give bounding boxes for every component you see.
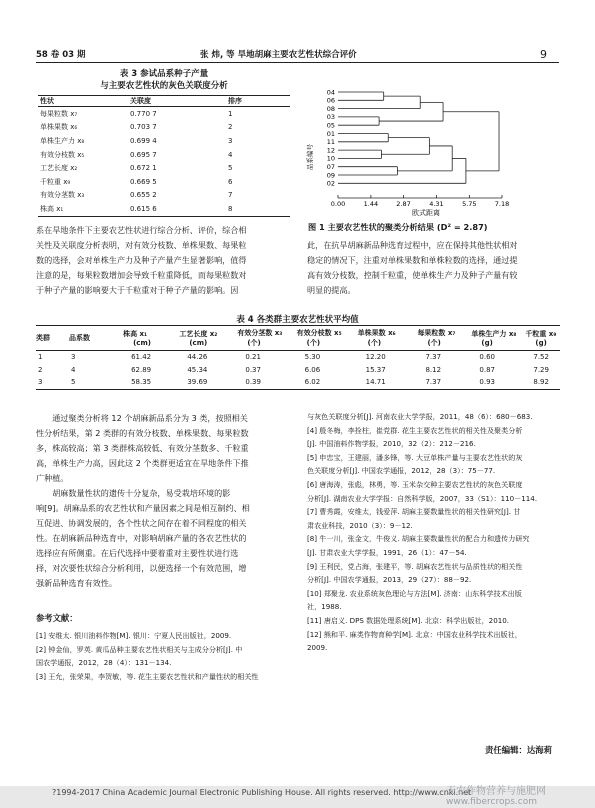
text-line: 选择应有所侧重。在后代选择中要着重对主要性状进行选 — [36, 548, 239, 558]
table4-header-unit: (个) — [306, 339, 321, 347]
paragraph-left-1 — [36, 223, 294, 298]
table3-cell-rank: 7 — [228, 191, 233, 200]
table3-cell-rank: 1 — [228, 109, 233, 118]
table3-title-line2: 与主要农艺性状的灰色关联度分析 — [100, 81, 228, 91]
table4-header-unit: (cm) — [189, 339, 208, 347]
table3 — [38, 95, 290, 217]
table4 — [36, 325, 560, 390]
text-line: 分析[J]. 湖南农业大学学报：自然科学版，2007，33（S1）：110－114. — [307, 493, 538, 503]
table4-header-label: 有效分茎数 x₃ — [237, 329, 283, 337]
text-line: 高有效分枝数，控制千粒重，使单株生产力及种子产量有较 — [307, 270, 518, 280]
table3-row — [38, 134, 290, 148]
table3-cell-trait: 工艺长度 x₂ — [40, 164, 78, 173]
table3-header-grade: 关联度 — [130, 97, 151, 105]
running-title: 张 炜, 等 旱地胡麻主要农艺性状综合评价 — [200, 50, 357, 60]
table4-header-label: 品系数 — [68, 334, 90, 342]
watermark — [446, 786, 546, 808]
table4-header — [237, 326, 296, 351]
table4-cell: 3 — [38, 378, 43, 387]
dendrogram-leaf-label: 07 — [326, 163, 335, 171]
text-line: [4] 殷冬梅，李拴柱，崔党群. 花生主要农艺性状的相关性及聚类分析 — [307, 425, 523, 435]
table3-header-trait: 性状 — [40, 97, 54, 105]
table4-cell: 15.37 — [365, 365, 386, 374]
text-line: [2] 钟金仙，罗英. 黄瓜品种主要农艺性状相关与主成分分析[J]. 中 — [36, 644, 243, 654]
paragraph-left-2a — [36, 411, 294, 486]
dendrogram-leaf-label: 02 — [326, 179, 335, 188]
table4-cell: 61.42 — [131, 353, 152, 362]
table3-cell-rank: 6 — [228, 177, 233, 186]
dendrogram-x-tick-label: 2.87 — [396, 200, 411, 208]
text-line: 注意的是，每果粒数增加会导致千粒重降低，而每果粒数对 — [36, 270, 247, 280]
table4-header — [123, 326, 179, 351]
table4-cell: 1 — [38, 353, 43, 362]
table4-cell: 4 — [70, 365, 76, 374]
dendrogram-leaf-label: 12 — [326, 146, 335, 155]
table3-cell-grade: 0.699 4 — [130, 136, 157, 145]
text-line: 性分析结果，第 2 类群的有效分枝数、单株果数、每果粒数 — [36, 428, 249, 438]
dendrogram-x-tick-label: 5.75 — [462, 200, 477, 208]
text-line: [10] 郑聚龙. 农业系统灰色理论与方法[M]. 济南：山东科学技术出版 — [307, 588, 522, 598]
table4-header — [179, 326, 237, 351]
references-heading: 参考文献： — [36, 613, 78, 623]
dendrogram-leaf-label: 03 — [326, 113, 335, 122]
table3-title — [36, 68, 292, 92]
table4-cell: 0.37 — [245, 365, 261, 374]
table4-cell: 0.39 — [245, 378, 261, 387]
table4-cell: 0.93 — [479, 378, 495, 387]
table3-cell-trait: 千粒重 x₉ — [40, 177, 71, 186]
dendrogram-leaf-label: 10 — [326, 154, 335, 163]
text-line: 2009. — [307, 643, 328, 653]
dendrogram-ylabel: 品系编号 — [306, 144, 314, 170]
table3-row — [38, 121, 290, 135]
dendrogram-figure — [302, 82, 562, 220]
table3-cell-rank: 3 — [228, 136, 233, 145]
header-rule — [36, 62, 559, 63]
table4-header-unit: (g) — [535, 339, 547, 347]
table4-cell: 44.26 — [187, 353, 208, 362]
text-line: [11] 唐启义. DPS 数据处理系统[M]. 北京：科学出版社，2010. — [307, 615, 509, 625]
text-line: [12] 熊和平. 麻类作物育种学[M]. 北京：中国农业科学技术出版社， — [307, 629, 522, 639]
table3-row — [38, 107, 290, 121]
table3-row — [38, 148, 290, 162]
table3-title-line1: 表 3 参试品系种子产量 — [119, 69, 209, 79]
table3-cell-trait: 单株生产力 x₈ — [40, 136, 85, 145]
text-line: 多，株高较高；第 3 类群株高较低、有效分茎数多、千粒重 — [36, 443, 249, 453]
text-line: 明显的提高。 — [307, 285, 356, 295]
table4-header — [525, 326, 560, 351]
table4-cell: 7.37 — [425, 378, 442, 387]
dendrogram-leaf-label: 01 — [326, 129, 335, 138]
text-line: [8] 牛一川，张金文，牛俊义. 胡麻主要数量性状的配合力和遗传力研究 — [307, 534, 530, 544]
table4-header-unit: (g) — [481, 339, 493, 347]
references-right — [307, 410, 563, 655]
table4-cell: 14.71 — [365, 378, 386, 387]
text-line: 色关联度分析[J]. 中国农学通报，2012，28（3）：75－77. — [307, 466, 496, 476]
table4-row — [36, 351, 560, 364]
table3-row — [38, 175, 290, 189]
table3-cell-rank: 2 — [228, 123, 233, 132]
text-line: 与灰色关联度分析[J]. 河南农业大学学报，2011，48（6）：680－683. — [307, 412, 533, 421]
dendrogram-xlabel: 欧式距离 — [412, 209, 440, 217]
table4-cell: 45.34 — [187, 365, 208, 374]
table4-header-label: 每果粒数 x₇ — [417, 329, 456, 337]
text-line: 强新品种选育有效性。 — [36, 578, 117, 588]
table3-cell-grade: 0.770 7 — [130, 109, 157, 118]
table3-cell-trait: 株高 x₁ — [40, 204, 64, 213]
dendrogram-leaf-label: 09 — [326, 171, 335, 180]
table4-cell: 7.52 — [533, 353, 549, 362]
text-line: 此，在抗旱胡麻新品种选育过程中，应在保持其他性状相对 — [307, 240, 518, 250]
text-line: 数的选择，会对单株生产力及种子产量产生显著影响，值得 — [36, 255, 247, 265]
table4-cell: 7.37 — [425, 353, 442, 362]
page-number: 9 — [540, 48, 547, 61]
dendrogram-leaf-label: 11 — [326, 138, 335, 147]
text-line: [5] 申忠宝，王建丽，潘多锋，等. 大豆单株产量与主要农艺性状的灰 — [307, 452, 523, 462]
table4-header-label: 类群 — [36, 334, 50, 342]
table4-cell: 7.29 — [533, 365, 549, 374]
text-line: [3] 王允，张荣果，李贺敏，等. 花生主要农艺性状和产量性状的相关性 — [36, 671, 259, 681]
table4-header — [69, 326, 123, 351]
text-line: [J]. 甘肃农业大学学报，1991，26（1）：47－54. — [307, 547, 467, 557]
text-line: 性。在胡麻新品种选育中，对影响胡麻产量的各农艺性状的 — [36, 533, 247, 543]
text-line: 系在旱地条件下主要农艺性状进行综合分析、评价，综合相 — [36, 225, 247, 235]
paragraph-right-1 — [307, 238, 559, 298]
text-line: 互促进、协调发展的，各个性状之间存在着不同程度的相关 — [36, 518, 247, 528]
table3-row — [38, 189, 290, 203]
watermark-line2: www.fibercrops.com — [446, 797, 537, 807]
dendrogram-x-tick-label: 4.31 — [429, 200, 444, 208]
dendrogram-leaf-label: 08 — [326, 104, 335, 113]
table4-header — [358, 326, 418, 351]
table4-header-unit: (cm) — [133, 339, 151, 347]
table3-header-rank: 排序 — [228, 97, 242, 105]
text-line: 胡麻数量性状的遗传十分复杂，易受栽培环境的影 — [36, 488, 231, 498]
figure-caption: 图 1 主要农艺性状的聚类分析结果 (D² = 2.87) — [308, 222, 488, 232]
table3-cell-trait: 有效分枝数 x₅ — [40, 150, 85, 159]
text-line: 国农学通报，2012，28（4）：131－134. — [36, 658, 172, 668]
text-line: 择，对次要性状综合分析利用，以便选择一个有效范围，增 — [36, 563, 247, 573]
dendrogram-x-tick-label: 0.00 — [330, 200, 346, 208]
table3-cell-trait: 每果粒数 x₇ — [40, 109, 78, 118]
table4-cell: 0.21 — [245, 353, 261, 362]
text-line: 高，单株生产力高，因此这 2 个类群更适宜在旱地条件下推 — [36, 458, 249, 468]
table4-cell: 5.30 — [304, 353, 321, 362]
text-line: 稳定的情况下，注重对单株果数和单株粒数的选择，通过提 — [307, 255, 518, 265]
text-line: 通过聚类分析将 12 个胡麻新品系分为 3 类，按照相关 — [36, 413, 248, 423]
text-line: [9] 王利民，党占海，张建平，等. 胡麻农艺性状与品质性状的相关性 — [307, 561, 523, 571]
table3-cell-grade: 0.695 7 — [130, 150, 157, 159]
table4-header-label: 单株果数 x₆ — [357, 329, 396, 337]
table3-cell-grade: 0.655 2 — [130, 191, 157, 200]
footer-copyright: ?1994-2017 China Academic Journal Electronic Publishing House. All rights reserved. http://www.cnki.net — [52, 788, 472, 797]
table3-cell-grade: 0.672 1 — [130, 164, 157, 173]
references-left — [36, 629, 298, 683]
table3-cell-grade: 0.703 7 — [130, 123, 157, 132]
table3-cell-trait: 有效分茎数 x₃ — [40, 191, 85, 200]
table3-row — [38, 202, 290, 216]
table4-header — [471, 326, 525, 351]
dendrogram-leaf-label: 04 — [326, 88, 335, 97]
table4-header-unit: (个) — [427, 339, 441, 347]
table4-cell: 5 — [70, 378, 76, 387]
text-line: [1] 安维太. 银川油料作物[M]. 银川：宁夏人民出版社，2009. — [36, 631, 232, 640]
table3-cell-grade: 0.615 6 — [130, 204, 157, 213]
text-line: 肃农业科技，2010（3）：9－12. — [307, 520, 413, 530]
table4-header-label: 有效分枝数 x₅ — [296, 329, 342, 337]
watermark-line1: 天农作物营养与施肥网 — [446, 786, 546, 797]
dendrogram-leaf-label: 06 — [326, 96, 335, 105]
text-line: 分析[J]. 中国农学通报，2013，29（27）：88－92. — [307, 575, 472, 585]
table4-cell: 0.60 — [479, 353, 495, 362]
table3-cell-rank: 5 — [228, 164, 233, 173]
dendrogram-leaf-label: 05 — [326, 121, 335, 130]
table3-cell-rank: 8 — [228, 204, 233, 213]
text-line: [6] 唐海涛，张彪，林勇，等. 玉米杂交种主要农艺性状的灰色关联度 — [307, 479, 523, 489]
table4-cell: 8.12 — [425, 365, 442, 374]
paragraph-left-2b — [36, 486, 294, 591]
table4-cell: 58.35 — [131, 378, 152, 387]
text-line: 广种植。 — [36, 473, 69, 483]
table3-cell-trait: 单株果数 x₆ — [40, 123, 78, 132]
editor-credit: 责任编辑：达海莉 — [485, 745, 552, 755]
dendrogram-x-tick-label: 1.44 — [363, 200, 379, 208]
table4-cell: 62.89 — [131, 365, 152, 374]
text-line: 社，1988. — [307, 602, 342, 612]
text-line: 于种子产量的影响要大于千粒重对于种子产量的影响。因 — [36, 285, 239, 295]
table4-row — [36, 364, 560, 377]
table4-cell: 8.92 — [533, 378, 549, 387]
table3-cell-rank: 4 — [228, 150, 233, 159]
table3-row — [38, 161, 290, 175]
text-line: 响[9]。胡麻品系的农艺性状和产量因素之间是相互制约、相 — [36, 503, 250, 513]
table4-cell: 0.87 — [479, 365, 495, 374]
table4-header-label: 工艺长度 x₂ — [179, 330, 218, 338]
table4-title: 表 4 各类群主要农艺性状平均值 — [236, 315, 359, 325]
table4-header-label: 千粒重 x₉ — [525, 330, 557, 338]
table4-header-label: 单株生产力 x₈ — [471, 330, 517, 338]
text-line: 关性及关联度分析表明，对有效分枝数、单株果数、每果粒 — [36, 240, 247, 250]
table4-header-unit: (个) — [367, 339, 382, 347]
table4-header — [36, 326, 69, 351]
dendrogram-x-tick-label: 7.18 — [494, 200, 510, 208]
journal-issue: 58 卷 03 期 — [36, 50, 86, 60]
table3-cell-grade: 0.669 5 — [130, 177, 157, 186]
table4-cell: 6.02 — [304, 378, 321, 387]
text-line: [7] 曹秀霞，安维太，钱爱萍. 胡麻主要数量性状的相关性研究[J]. 甘 — [307, 507, 521, 517]
table4-cell: 2 — [38, 365, 43, 374]
table4-header-label: 株高 x₁ — [123, 330, 148, 338]
table4-header-unit: (个) — [247, 339, 261, 347]
table4-cell: 6.06 — [304, 365, 321, 374]
table4-row — [36, 376, 560, 389]
table4-cell: 12.20 — [365, 353, 386, 362]
text-line: [J]. 中国油料作物学报，2010，32（2）：212－216. — [307, 439, 476, 449]
table4-header — [297, 326, 358, 351]
table4-cell: 39.69 — [187, 378, 208, 387]
table4-cell: 3 — [70, 353, 76, 362]
table4-header — [417, 326, 471, 351]
